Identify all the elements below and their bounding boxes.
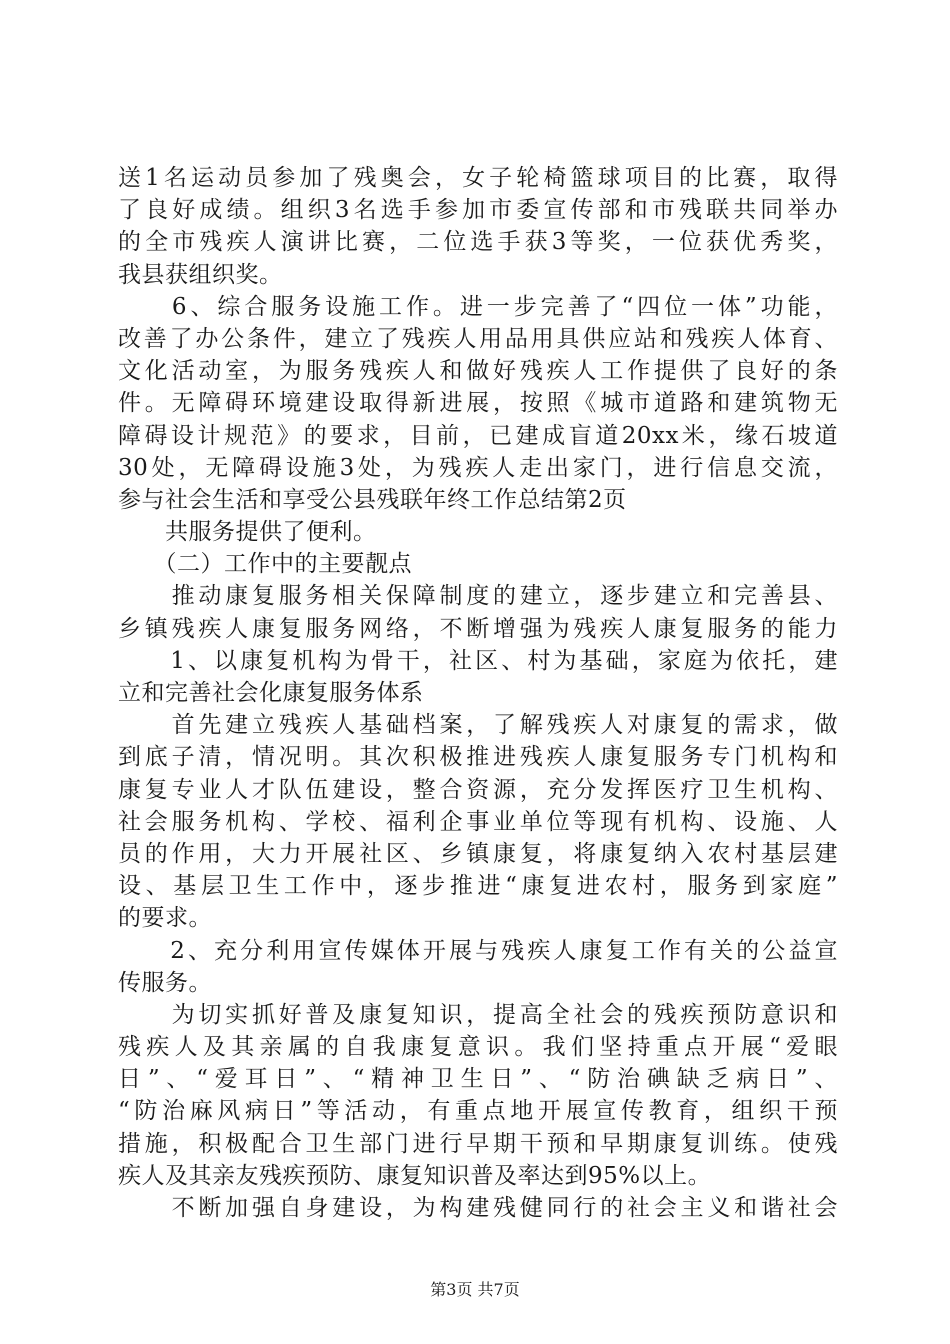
text-line: 设、基层卫生工作中，逐步推进“康复进农村，服务到家庭”	[118, 873, 838, 900]
text-line: 不断加强自身建设，为构建残健同行的社会主义和谐社会	[118, 1195, 838, 1221]
text-line: 的全市残疾人演讲比赛，二位选手获3等奖，一位获优秀奖，	[118, 229, 838, 256]
text-line: 为切实抓好普及康复知识，提高全社会的残疾预防意识和	[118, 1001, 838, 1028]
text-line: 我县获组织奖。	[118, 261, 283, 288]
text-line: “防治麻风病日”等活动，有重点地开展宣传教育，组织干预	[118, 1098, 838, 1125]
text-line: 30处，无障碍设施3处，为残疾人走出家门，进行信息交流，	[118, 454, 838, 481]
text-line: 首先建立残疾人基础档案，了解残疾人对康复的需求，做	[118, 712, 838, 739]
text-line: 日”、“爱耳日”、“精神卫生日”、“防治碘缺乏病日”、	[118, 1066, 838, 1093]
text-line: 障碍设计规范》的要求，目前，已建成盲道20xx米，缘石坡道	[118, 422, 838, 449]
page-footer: 第3页 共7页	[430, 1280, 520, 1299]
document-body	[118, 162, 838, 1224]
text-line: 了良好成绩。组织3名选手参加市委宣传部和市残联共同举办	[118, 197, 838, 224]
text-line: 推动康复服务相关保障制度的建立，逐步建立和完善县、	[118, 583, 838, 610]
text-line: 6、综合服务设施工作。进一步完善了“四位一体”功能，	[118, 293, 838, 320]
text-line: （二）工作中的主要靓点	[118, 551, 412, 578]
text-line: 参与社会生活和享受公县残联年终工作总结第2页	[118, 486, 627, 513]
text-line: 措施，积极配合卫生部门进行早期干预和早期康复训练。使残	[118, 1130, 838, 1157]
text-line: 共服务提供了便利。	[118, 519, 377, 546]
text-line: 改善了办公条件，建立了残疾人用品用具供应站和残疾人体育、	[118, 325, 838, 352]
text-line: 康复专业人才队伍建设，整合资源，充分发挥医疗卫生机构、	[118, 776, 838, 803]
text-line: 传服务。	[118, 969, 212, 996]
text-line: 的要求。	[118, 905, 212, 932]
text-line: 员的作用，大力开展社区、乡镇康复，将康复纳入农村基层建	[118, 840, 838, 867]
text-line: 立和完善社会化康复服务体系	[118, 680, 424, 706]
text-line: 社会服务机构、学校、福利企事业单位等现有机构、设施、人	[118, 808, 838, 835]
text-line: 送1名运动员参加了残奥会，女子轮椅篮球项目的比赛，取得	[118, 165, 838, 191]
text-line: 文化活动室，为服务残疾人和做好残疾人工作提供了良好的条	[118, 358, 838, 385]
text-line: 疾人及其亲友残疾预防、康复知识普及率达到95%以上。	[118, 1162, 712, 1189]
text-line: 件。无障碍环境建设取得新进展，按照《城市道路和建筑物无	[118, 390, 838, 417]
text-line: 乡镇残疾人康复服务网络，不断增强为残疾人康复服务的能力	[118, 615, 838, 642]
text-line: 1、以康复机构为骨干，社区、村为基础，家庭为依托，建	[118, 647, 838, 674]
text-line: 残疾人及其亲属的自我康复意识。我们坚持重点开展“爱眼	[118, 1034, 838, 1061]
text-line: 到底子清，情况明。其次积极推进残疾人康复服务专门机构和	[118, 744, 838, 771]
text-line: 2、充分利用宣传媒体开展与残疾人康复工作有关的公益宣	[118, 937, 838, 964]
